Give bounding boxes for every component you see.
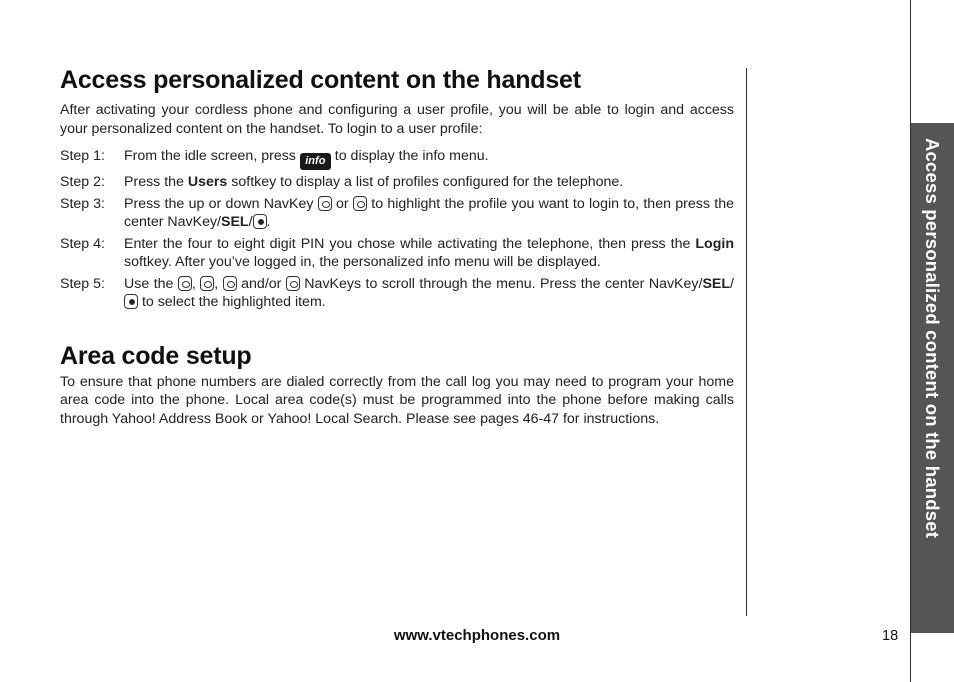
side-tab-label: Access personalized content on the handset [922, 138, 943, 539]
step-1 [60, 147, 734, 170]
step-text: Enter the four to eight digit PIN you chose while activating the telephone, then press the Login softkey. After you’ve logged in, the personalized info menu will be displayed. [124, 235, 734, 270]
step-5 [60, 275, 734, 312]
intro-paragraph: After activating your cordless phone and configuring a user profile, you will be able to login and access your personalized content on the handset. To login to a user profile: [60, 102, 734, 137]
section-title-access: Access personalized content on the handset [60, 66, 581, 94]
step-text: Use the , , and/or NavKeys to scroll through the menu. Press the center NavKey/SEL/ to select the highlighted item. [124, 275, 734, 310]
step-text: Press the up or down NavKey or to highlight the profile you want to login to, then press the center NavKey/SEL/ . [124, 195, 734, 230]
navkey-up-icon [178, 276, 192, 291]
step-text: From the idle screen, press info to display the info menu. [124, 147, 734, 170]
step-text: Press the Users softkey to display a list of profiles configured for the telephone. [124, 174, 624, 190]
navkey-down-icon [200, 276, 214, 291]
navkey-left-icon [223, 276, 237, 291]
column-divider [746, 68, 747, 616]
navkey-right-icon [286, 276, 300, 291]
navkey-center-icon [124, 294, 138, 309]
navkey-up-icon [318, 196, 332, 211]
area-code-paragraph: To ensure that phone numbers are dialed correctly from the call log you may need to program your home area code into the phone. Local area code(s) must be programmed into the phone before making calls through Yahoo! Address Book or Yahoo! Local Search. Please see pages 46-47 for instructions. [60, 373, 734, 427]
step-4 [60, 235, 734, 272]
main-content [60, 66, 734, 428]
page-number: 18 [882, 628, 899, 644]
navkey-down-icon [353, 196, 367, 211]
step-label: Step 4: [60, 235, 105, 252]
step-label: Step 1: [60, 148, 105, 164]
info-key-icon: info [300, 153, 331, 170]
footer-url[interactable]: www.vtechphones.com [393, 627, 561, 644]
steps-list [60, 147, 734, 312]
side-tab [911, 123, 954, 633]
step-label: Step 2: [60, 174, 105, 190]
step-label: Step 3: [60, 195, 105, 212]
navkey-center-icon [253, 214, 267, 229]
section-title-area-code: Area code setup [60, 341, 252, 370]
step-3 [60, 195, 734, 232]
step-label: Step 5: [60, 275, 105, 292]
step-2 [60, 173, 734, 192]
